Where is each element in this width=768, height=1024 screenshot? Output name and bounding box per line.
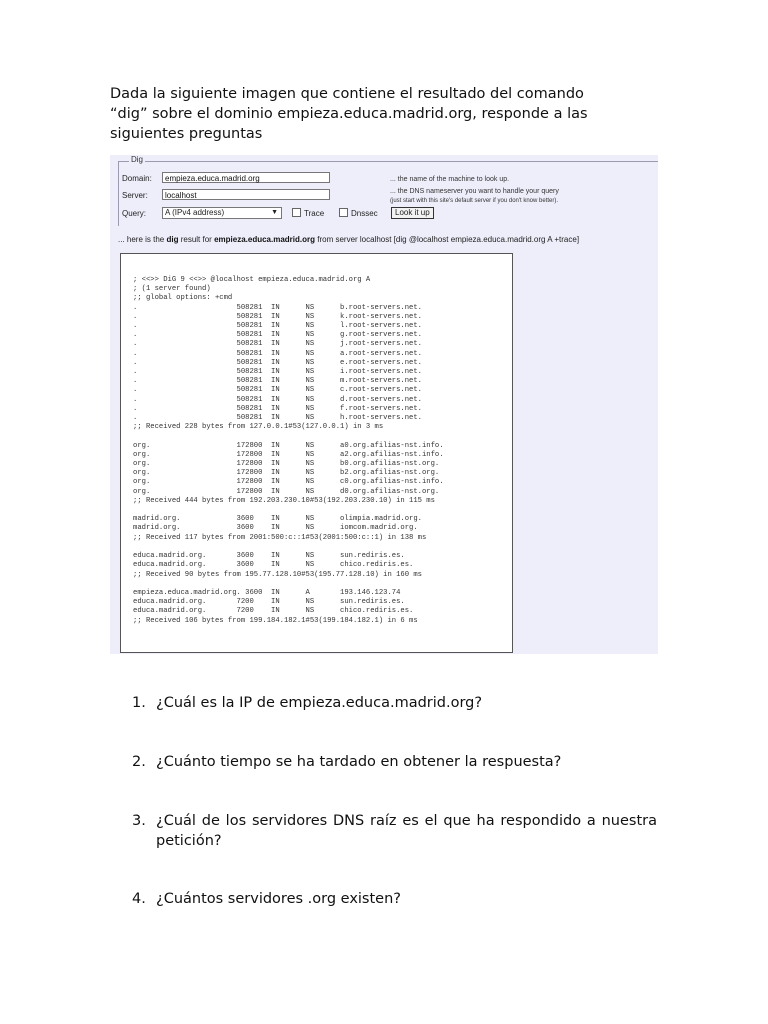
dnssec-label: Dnssec <box>351 209 378 218</box>
dnssec-checkbox[interactable] <box>339 208 348 217</box>
query-label: Query: <box>122 209 147 218</box>
result-domain: empieza.educa.madrid.org <box>214 235 315 244</box>
question-number: 1. <box>132 695 146 711</box>
query-select[interactable] <box>162 207 282 219</box>
trace-label: Trace <box>304 209 325 218</box>
server-hint-line-2: (just start with this site's default server if you don't know better). <box>390 198 559 204</box>
question-text: ¿Cuántos servidores .org existen? <box>156 891 401 907</box>
server-input[interactable]: localhost <box>162 189 330 200</box>
question-number: 3. <box>132 813 146 829</box>
intro-line-2: “dig” sobre el dominio empieza.educa.madrid.org, responde a las <box>110 106 588 122</box>
result-prefix: ... here is the <box>118 235 165 244</box>
intro-line-1: Dada la siguiente imagen que contiene el resultado del comando <box>110 86 584 102</box>
trace-checkbox[interactable] <box>292 208 301 217</box>
server-label: Server: <box>122 191 148 200</box>
chevron-down-icon: ▼ <box>271 209 278 216</box>
question-text: ¿Cuál de los servidores DNS raíz es el que ha respondido a nuestra petición? <box>156 813 657 849</box>
result-description <box>118 235 579 244</box>
question-number: 2. <box>132 754 146 770</box>
server-hint-line-1: ... the DNS nameserver you want to handle your query <box>390 188 559 195</box>
result-mid: result for <box>180 235 212 244</box>
result-suffix: from server localhost [dig @localhost empieza.educa.madrid.org A +trace] <box>317 235 580 244</box>
intro-line-3: siguientes preguntas <box>110 126 263 142</box>
dig-legend: Dig <box>131 155 144 164</box>
dig-tool-screenshot <box>110 155 658 654</box>
question-text: ¿Cuánto tiempo se ha tardado en obtener la respuesta? <box>156 754 562 770</box>
question-number: 4. <box>132 891 146 907</box>
query-select-value: A (IPv4 address) <box>165 208 225 217</box>
look-it-up-button[interactable]: Look it up <box>391 207 434 219</box>
domain-label: Domain: <box>122 174 152 183</box>
domain-hint: ... the name of the machine to look up. <box>390 176 510 183</box>
domain-input[interactable]: empieza.educa.madrid.org <box>162 172 330 183</box>
result-dig-word: dig <box>166 235 179 244</box>
dig-output-text: ; <<>> DiG 9 <<>> @localhost empieza.educa.madrid.org A ; (1 server found) ;; global options: +cmd . 508281 IN NS b.root-servers.net. . 508281 IN NS k.root-servers.net. . 508281 IN NS l.root-servers.net. . 508281 IN NS g.root-servers.net. . 508281 IN NS j.root-servers.net. . 508281 IN NS a.root-servers.net. . 508281 IN NS e.root-servers.net. . 508281 IN NS i.root-servers.net. . 508281 IN NS m.root-servers.net. . 508281 IN NS c.root-servers.net. . 508281 IN NS d.root-servers.net. . 508281 IN NS f.root-servers.net. . 508281 IN NS h.root-servers.net. ;; Received 228 bytes from 127.0.0.1#53(127.0.0.1) in 3 ms org. 172800 IN NS a0.org.afilias-nst.info. org. 172800 IN NS a2.org.afilias-nst.info. org. 172800 IN NS b0.org.afilias-nst.org. org. 172800 IN NS b2.org.afilias-nst.org. org. 172800 IN NS c0.org.afilias-nst.info. org. 172800 IN NS d0.org.afilias-nst.org. ;; Received 444 bytes from 192.203.230.10#53(192.203.230.10) in 115 ms madrid.org. 3600 IN NS olimpia.madrid.org. madrid.org. 3600 IN NS iomcom.madrid.org. ;; Received 117 bytes from 2001:500:c::1#53(2001:500:c::1) in 138 ms educa.madrid.org. 3600 IN NS sun.rediris.es. educa.madrid.org. 3600 IN NS chico.rediris.es. ;; Received 90 bytes from 195.77.128.10#53(195.77.128.10) in 160 ms empieza.educa.madrid.org. 3600 IN A 193.146.123.74 educa.madrid.org. 7200 IN NS sun.rediris.es. educa.madrid.org. 7200 IN NS chico.rediris.es. ;; Received 106 bytes from 199.184.182.1#53(199.184.182.1) in 6 ms <box>133 276 444 625</box>
question-text: ¿Cuál es la IP de empieza.educa.madrid.org? <box>156 695 483 711</box>
intro-paragraph <box>110 84 630 144</box>
dig-output-box <box>120 253 513 653</box>
server-hint <box>390 187 559 206</box>
